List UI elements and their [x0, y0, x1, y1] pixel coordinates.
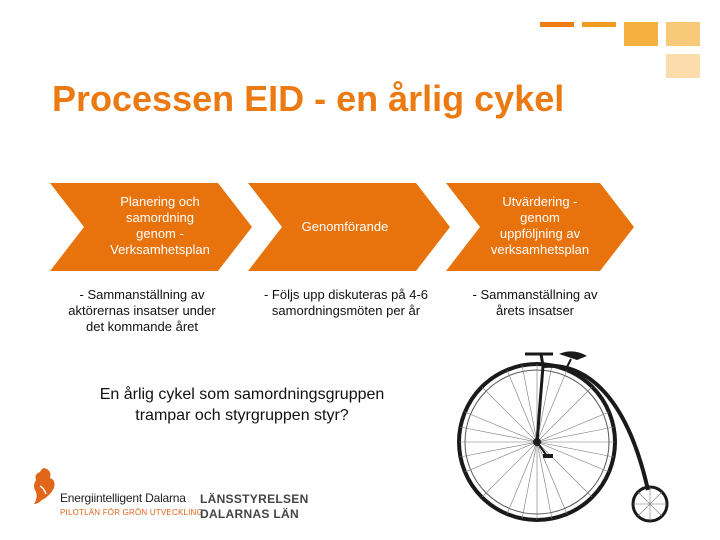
- step-3-description: - Sammanställning av årets insatser: [472, 287, 598, 318]
- lansstyrelsen-logo-line2: DALARNAS LÄN: [200, 507, 299, 521]
- penny-farthing-bicycle-illustration: [455, 340, 685, 525]
- step-3-label: Utvärdering - genom uppföljning av verksamhetsplan: [490, 194, 590, 257]
- energi-logo-subtitle: PILOTLÄN FÖR GRÖN UTVECKLING: [60, 508, 203, 517]
- page-title: Processen EID - en årlig cykel: [52, 78, 565, 119]
- lansstyrelsen-logo-line1: LÄNSSTYRELSEN: [200, 492, 309, 506]
- decor-bar-2: [582, 22, 616, 27]
- decor-square-3: [666, 54, 700, 78]
- decor-square-1: [624, 22, 658, 46]
- lansstyrelsen-logo: [200, 492, 310, 526]
- decor-bar-1: [540, 22, 574, 27]
- energi-logo-name: Energiintelligent Dalarna: [60, 491, 186, 505]
- step-2-label: Genomförande: [301, 219, 389, 234]
- step-2-description: - Följs upp diskuteras på 4-6 samordningsmöten per år: [263, 287, 429, 318]
- cycle-question: En årlig cykel som samordningsgruppen trampar och styrgruppen styr?: [99, 386, 385, 424]
- step-1-label: Planering och samordning genom - Verksamhetsplan: [110, 194, 210, 257]
- decor-square-2: [666, 22, 700, 46]
- step-1-description: - Sammanställning av aktörernas insatser under det kommande året: [68, 287, 216, 334]
- bird-logo-icon: [30, 466, 58, 506]
- energiintelligent-dalarna-logo: [30, 466, 203, 526]
